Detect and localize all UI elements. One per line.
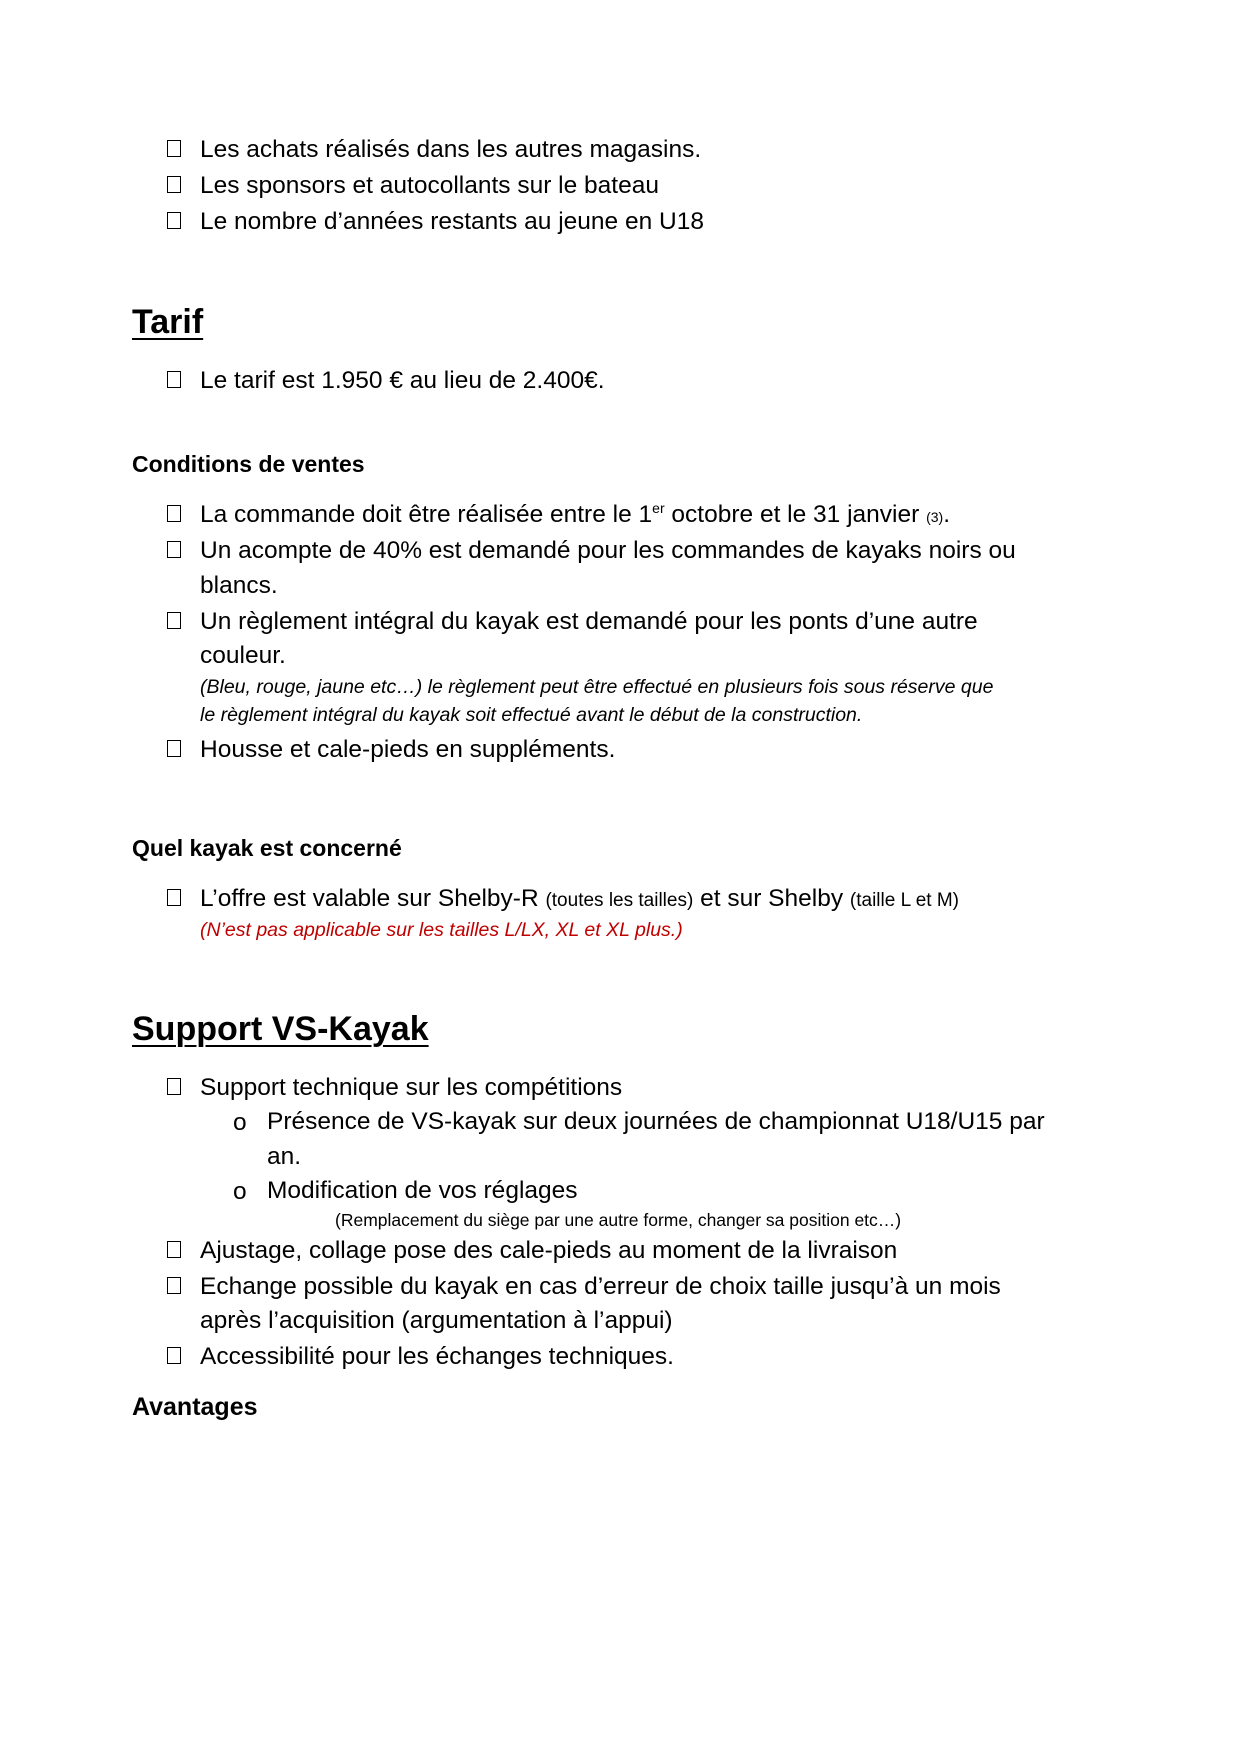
checkbox-icon [167,505,181,522]
conditions-item-2-line-2: blancs. [200,572,278,599]
circle-bullet-icon: o [233,1109,247,1136]
conditions-item-1-text-2: octobre et le 31 janvier [664,501,927,528]
conditions-item-2-line-1: Un acompte de 40% est demandé pour les commandes de kayaks noirs ou [200,537,1016,564]
conditions-note-line-2: le règlement intégral du kayak soit effectué avant le début de la construction. [200,704,863,726]
conditions-item-1-text: La commande doit être réalisée entre le 1 [200,501,653,528]
conditions-note-line-1: (Bleu, rouge, jaune etc…) le règlement peut être effectué en plusieurs fois sous réserve que [200,676,994,698]
checkbox-icon [167,212,181,229]
kayak-note: (N’est pas applicable sur les tailles L/LX, XL et XL plus.) [200,919,683,941]
kayak-item-part-3: et sur Shelby [693,885,850,912]
tarif-item: Le tarif est 1.950 € au lieu de 2.400€. [200,367,605,394]
support-item-2: Ajustage, collage pose des cale-pieds au moment de la livraison [200,1237,898,1264]
checkbox-icon [167,1347,181,1364]
footnote-ref: (3) [926,509,944,525]
support-item-3-line-2: après l’acquisition (argumentation à l’appui) [200,1307,673,1334]
checkbox-icon [167,371,181,388]
checkbox-icon [167,176,181,193]
kayak-item-part-2: (toutes les tailles) [545,890,694,911]
support-item-3-line-1: Echange possible du kayak en cas d’erreur de choix taille jusqu’à un mois [200,1273,1001,1300]
conditions-item-4: Housse et cale-pieds en suppléments. [200,736,616,763]
checkbox-icon [167,889,181,906]
conditions-item-1 [200,501,950,531]
superscript: er [652,499,665,516]
checkbox-icon [167,541,181,558]
support-item-4: Accessibilité pour les échanges techniques. [200,1343,674,1370]
conditions-item-1-end: . [943,501,951,528]
checkbox-icon [167,612,181,629]
support-sub-1-line-1: Présence de VS-kayak sur deux journées de championnat U18/U15 par [267,1108,1045,1135]
conditions-heading: Conditions de ventes [132,451,365,477]
kayak-item-part-1: L’offre est valable sur Shelby-R [200,885,546,912]
tarif-heading: Tarif [132,303,204,341]
intro-item-3: Le nombre d’années restants au jeune en U18 [200,208,704,235]
checkbox-icon [167,740,181,757]
support-heading: Support VS-Kayak [132,1010,429,1048]
avantages-heading: Avantages [132,1393,258,1421]
checkbox-icon [167,1277,181,1294]
checkbox-icon [167,1241,181,1258]
circle-bullet-icon: o [233,1178,247,1205]
kayak-item-part-4: (taille L et M) [849,890,960,911]
kayak-item [200,885,959,915]
intro-item-1: Les achats réalisés dans les autres magasins. [200,136,702,163]
intro-item-2: Les sponsors et autocollants sur le bateau [200,172,659,199]
conditions-item-3-line-1: Un règlement intégral du kayak est demandé pour les ponts d’une autre [200,608,978,635]
conditions-item-3-line-2: couleur. [200,642,286,669]
support-sub-2: Modification de vos réglages [267,1177,578,1204]
support-sub-2-note: (Remplacement du siège par une autre forme, changer sa position etc…) [335,1210,902,1230]
kayak-heading: Quel kayak est concerné [132,835,402,861]
checkbox-icon [167,1078,181,1095]
support-sub-1-line-2: an. [267,1143,302,1170]
support-item-1: Support technique sur les compétitions [200,1074,623,1101]
checkbox-icon [167,140,181,157]
